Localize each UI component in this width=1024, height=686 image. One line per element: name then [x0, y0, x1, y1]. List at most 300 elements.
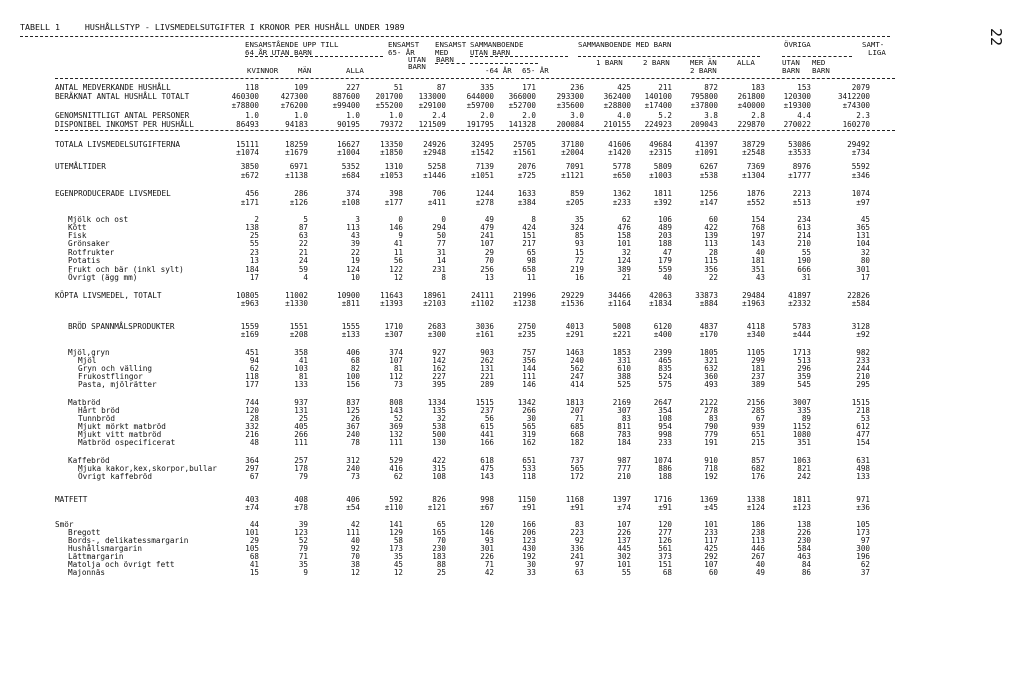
table-cell: 10900 — [337, 291, 360, 300]
table-cell: 16627 — [337, 140, 360, 149]
table-cell: 233 — [658, 438, 672, 447]
table-cell: 29492 — [847, 140, 870, 149]
table-cell: 104 — [856, 239, 870, 248]
table-cell: 262 — [480, 356, 494, 365]
table-cell: 30 — [526, 414, 536, 423]
table-cell: 118 — [245, 372, 259, 381]
table-cell: 561 — [658, 544, 672, 553]
table-cell: ±59700 — [466, 101, 494, 110]
table-cell: 2.0 — [522, 111, 536, 120]
table-cell: ±1679 — [285, 148, 308, 157]
table-cell: 299 — [751, 356, 765, 365]
table-cell: 562 — [570, 364, 584, 373]
table-cell: 203 — [658, 231, 672, 240]
table-cell: 178 — [294, 464, 308, 473]
table-cell: ±37800 — [690, 101, 718, 110]
table-cell: 108 — [658, 414, 672, 423]
row-label: Mjukt mörkt matbröd — [78, 422, 166, 431]
table-cell: 666 — [797, 265, 811, 274]
row-label: ANTAL MEDVERKANDE HUSHÅLL — [55, 83, 171, 92]
table-cell: 374 — [346, 189, 360, 198]
table-cell: 192 — [522, 552, 536, 561]
table-cell: 143 — [389, 406, 403, 415]
summary-divider — [55, 130, 895, 131]
table-cell: 446 — [751, 544, 765, 553]
table-cell: 226 — [617, 528, 631, 537]
table-cell: 395 — [432, 380, 446, 389]
header-subrule — [782, 56, 852, 57]
table-cell: 1342 — [517, 398, 536, 407]
row-label: Majonnäs — [68, 568, 106, 577]
table-cell: 143 — [480, 472, 494, 481]
table-cell: 183 — [751, 83, 765, 92]
table-cell: 24111 — [471, 291, 494, 300]
table-cell: 463 — [797, 552, 811, 561]
table-cell: 133000 — [418, 92, 446, 101]
table-cell: 192 — [704, 472, 718, 481]
row-label: Mjöl,gryn — [68, 348, 110, 357]
table-cell: 887600 — [332, 92, 360, 101]
table-cell: 360 — [704, 372, 718, 381]
table-cell: 200084 — [556, 120, 584, 129]
table-cell: 211 — [658, 83, 672, 92]
column-header: UTAN — [782, 58, 800, 67]
table-cell: 40 — [755, 560, 765, 569]
table-cell: 89 — [801, 414, 811, 423]
table-cell: 217 — [522, 239, 536, 248]
table-cell: 39 — [298, 520, 308, 529]
table-cell: 610 — [617, 364, 631, 373]
table-cell: 131 — [294, 406, 308, 415]
table-cell: 123 — [522, 536, 536, 545]
table-cell: 191795 — [466, 120, 494, 129]
table-cell: 210155 — [603, 120, 631, 129]
table-cell: 356 — [522, 356, 536, 365]
table-cell: 5783 — [792, 322, 811, 331]
table-cell: 744 — [245, 398, 259, 407]
table-cell: 138 — [245, 223, 259, 232]
table-cell: 115 — [704, 256, 718, 265]
table-cell: 529 — [389, 456, 403, 465]
table-cell: 618 — [480, 456, 494, 465]
table-cell: 71 — [484, 560, 494, 569]
table-cell: ±233 — [612, 198, 631, 207]
table-cell: 231 — [432, 265, 446, 274]
table-cell: 1074 — [851, 189, 870, 198]
column-header: 1 BARN — [596, 58, 623, 67]
column-header: BARN — [782, 66, 800, 75]
table-cell: ±1091 — [695, 148, 718, 157]
table-cell: 80 — [860, 256, 870, 265]
table-cell: 141 — [389, 520, 403, 529]
table-cell: 139 — [704, 231, 718, 240]
table-cell: ±170 — [699, 330, 718, 339]
table-cell: 22 — [298, 239, 308, 248]
table-cell: 808 — [389, 398, 403, 407]
table-cell: 73 — [393, 380, 403, 389]
table-cell: 14 — [436, 256, 446, 265]
table-cell: 1.0 — [245, 111, 259, 120]
row-label: EGENPRODUCERADE LIVSMEDEL — [55, 189, 171, 198]
table-cell: 24926 — [423, 140, 446, 149]
table-cell: 2.3 — [856, 111, 870, 120]
row-label: Bregott — [68, 528, 101, 537]
table-cell: ±1121 — [561, 171, 584, 180]
column-header: 2 BARN — [643, 58, 670, 67]
table-cell: 332 — [245, 422, 259, 431]
table-cell: 107 — [480, 239, 494, 248]
table-cell: 49 — [484, 215, 494, 224]
table-cell: 113 — [751, 536, 765, 545]
table-cell: 101 — [704, 520, 718, 529]
table-cell: 188 — [658, 239, 672, 248]
table-cell: ±884 — [699, 299, 718, 308]
table-cell: 234 — [797, 215, 811, 224]
table-cell: ±650 — [612, 171, 631, 180]
table-cell: 18259 — [285, 140, 308, 149]
header-subrule — [470, 63, 538, 64]
table-cell: 319 — [522, 430, 536, 439]
table-cell: ±54 — [346, 503, 360, 512]
table-cell: 1338 — [746, 495, 765, 504]
table-cell: 35 — [393, 552, 403, 561]
table-cell: ±725 — [517, 171, 536, 180]
row-label: Tunnbröd — [78, 414, 116, 423]
column-header: 65- ÅR — [388, 48, 415, 57]
table-cell: ±1850 — [380, 148, 403, 157]
header-divider — [55, 78, 895, 79]
column-header: SAMMANBOENDE — [470, 40, 524, 49]
table-cell: 545 — [797, 380, 811, 389]
table-cell: 1.0 — [294, 111, 308, 120]
table-cell: 17 — [249, 273, 259, 282]
table-cell: ±2103 — [423, 299, 446, 308]
table-cell: 12 — [393, 273, 403, 282]
table-cell: 43 — [350, 231, 360, 240]
table-cell: 26 — [350, 414, 360, 423]
table-cell: ±307 — [384, 330, 403, 339]
column-header: UTAN BARN — [470, 48, 511, 57]
table-cell: 35 — [298, 560, 308, 569]
table-cell: 7091 — [565, 162, 584, 171]
table-cell: ±221 — [612, 330, 631, 339]
table-cell: ±208 — [289, 330, 308, 339]
table-cell: 32 — [860, 248, 870, 257]
table-cell: 41 — [249, 560, 259, 569]
row-label: Övrigt (ägg mm) — [68, 273, 138, 282]
table-cell: 133 — [294, 380, 308, 389]
table-cell: 307 — [617, 406, 631, 415]
table-cell: 172 — [570, 472, 584, 481]
table-cell: ±1074 — [236, 148, 259, 157]
table-cell: 998 — [480, 495, 494, 504]
table-cell: 668 — [570, 430, 584, 439]
table-cell: 8 — [441, 273, 446, 282]
table-cell: 106 — [658, 215, 672, 224]
table-cell: ±963 — [240, 299, 259, 308]
table-cell: 137 — [617, 536, 631, 545]
table-cell: 493 — [704, 380, 718, 389]
table-cell: 70 — [436, 536, 446, 545]
table-cell: ±1003 — [649, 171, 672, 180]
table-cell: 197 — [751, 231, 765, 240]
table-cell: 111 — [346, 528, 360, 537]
table-cell: ±340 — [746, 330, 765, 339]
table-cell: 9 — [303, 568, 308, 577]
row-label: Hårt bröd — [78, 406, 120, 415]
table-cell: 118 — [522, 472, 536, 481]
table-cell: 229870 — [737, 120, 765, 129]
column-header: 64 ÅR UTAN BARN — [245, 48, 312, 57]
table-cell: 294 — [432, 223, 446, 232]
table-cell: 120 — [480, 520, 494, 529]
table-cell: ±384 — [517, 198, 536, 207]
table-cell: 631 — [856, 456, 870, 465]
table-cell: 937 — [294, 398, 308, 407]
table-cell: 241 — [480, 231, 494, 240]
table-cell: ±672 — [240, 171, 259, 180]
table-cell: ±1446 — [423, 171, 446, 180]
table-cell: 173 — [856, 528, 870, 537]
table-cell: ±291 — [565, 330, 584, 339]
column-header: ALLA — [346, 66, 364, 75]
table-cell: 41897 — [788, 291, 811, 300]
table-cell: 181 — [751, 364, 765, 373]
table-cell: 156 — [346, 380, 360, 389]
table-cell: 40 — [662, 273, 672, 282]
table-cell: 151 — [522, 231, 536, 240]
table-cell: 2122 — [699, 398, 718, 407]
table-cell: 1713 — [792, 348, 811, 357]
table-cell: 790 — [704, 422, 718, 431]
table-cell: 5258 — [427, 162, 446, 171]
table-cell: 777 — [617, 464, 631, 473]
table-cell: ±552 — [746, 198, 765, 207]
table-cell: ±78 — [294, 503, 308, 512]
table-cell: 32 — [621, 248, 631, 257]
table-cell: 179 — [658, 256, 672, 265]
table-cell: 2213 — [792, 189, 811, 198]
table-cell: 632 — [704, 364, 718, 373]
table-cell: 513 — [797, 356, 811, 365]
table-cell: 414 — [570, 380, 584, 389]
table-cell: 3128 — [851, 322, 870, 331]
column-header: MED — [435, 48, 449, 57]
table-cell: 2683 — [427, 322, 446, 331]
table-cell: 162 — [432, 364, 446, 373]
table-cell: 4837 — [699, 322, 718, 331]
table-cell: 92 — [574, 536, 584, 545]
table-cell: 5809 — [653, 162, 672, 171]
table-cell: 559 — [658, 265, 672, 274]
table-cell: ±1393 — [380, 299, 403, 308]
table-cell: ±74 — [245, 503, 259, 512]
table-cell: 120 — [658, 520, 672, 529]
header-subrule — [245, 56, 383, 57]
table-cell: 575 — [658, 380, 672, 389]
table-cell: 1853 — [612, 348, 631, 357]
table-cell: 49 — [755, 568, 765, 577]
table-cell: 2169 — [612, 398, 631, 407]
column-header: UTAN — [408, 55, 426, 64]
table-cell: 475 — [480, 464, 494, 473]
table-cell: 49684 — [649, 140, 672, 149]
table-cell: 171 — [522, 83, 536, 92]
table-cell: ±1238 — [513, 299, 536, 308]
table-cell: 422 — [432, 456, 446, 465]
table-cell: 261800 — [737, 92, 765, 101]
table-cell: 37180 — [561, 140, 584, 149]
table-cell: 837 — [346, 398, 360, 407]
table-cell: 21 — [298, 248, 308, 257]
table-cell: 65 — [436, 520, 446, 529]
table-cell: 93 — [574, 239, 584, 248]
table-cell: 107 — [617, 520, 631, 529]
table-cell: 117 — [704, 536, 718, 545]
table-cell: 301 — [856, 265, 870, 274]
table-cell: 33873 — [695, 291, 718, 300]
table-cell: 15 — [249, 568, 259, 577]
table-cell: 71 — [298, 552, 308, 561]
table-cell: 97 — [574, 560, 584, 569]
table-cell: ±74300 — [842, 101, 870, 110]
column-header: BARN — [812, 66, 830, 75]
table-cell: 369 — [389, 422, 403, 431]
table-cell: 244 — [856, 364, 870, 373]
table-cell: 10 — [350, 273, 360, 282]
table-cell: 5778 — [612, 162, 631, 171]
table-cell: 78 — [350, 438, 360, 447]
table-cell: 533 — [522, 464, 536, 473]
table-cell: 811 — [617, 422, 631, 431]
table-cell: ±1420 — [608, 148, 631, 157]
table-cell: 1805 — [699, 348, 718, 357]
table-cell: 215 — [751, 438, 765, 447]
table-cell: 1150 — [517, 495, 536, 504]
table-cell: 60 — [708, 215, 718, 224]
table-cell: 118 — [245, 83, 259, 92]
table-cell: 286 — [294, 189, 308, 198]
table-cell: 28 — [249, 414, 259, 423]
table-cell: 456 — [245, 189, 259, 198]
table-cell: 81 — [393, 364, 403, 373]
table-cell: 4118 — [746, 322, 765, 331]
table-cell: 101 — [617, 560, 631, 569]
row-label: Matolja och övrigt fett — [68, 560, 175, 569]
table-cell: 592 — [389, 495, 403, 504]
table-cell: 315 — [432, 464, 446, 473]
table-cell: 1369 — [699, 495, 718, 504]
table-cell: 7139 — [475, 162, 494, 171]
column-header: ENSAMST — [388, 40, 420, 49]
table-cell: ±177 — [384, 198, 403, 207]
table-cell: 685 — [570, 422, 584, 431]
table-cell: 23 — [249, 248, 259, 257]
table-cell: 210 — [617, 472, 631, 481]
table-title: TABELL 1 HUSHÅLLSTYP - LIVSMEDELSUTGIFTER I KRONOR PER HUSHÅLL UNDER 1989 — [20, 22, 405, 32]
table-cell: 41 — [393, 239, 403, 248]
table-cell: 1080 — [792, 430, 811, 439]
table-cell: 97 — [860, 536, 870, 545]
table-cell: 25 — [436, 568, 446, 577]
table-cell: ±19300 — [783, 101, 811, 110]
table-cell: 13350 — [380, 140, 403, 149]
row-label: Rotfrukter — [68, 248, 115, 257]
table-cell: 71 — [574, 414, 584, 423]
table-cell: 173 — [389, 544, 403, 553]
table-cell: ±91 — [658, 503, 672, 512]
table-cell: 12 — [350, 568, 360, 577]
table-cell: 460300 — [231, 92, 259, 101]
table-cell: 9 — [398, 231, 403, 240]
table-cell: 1559 — [240, 322, 259, 331]
table-cell: 6267 — [699, 162, 718, 171]
table-cell: 15 — [574, 248, 584, 257]
table-cell: 826 — [432, 495, 446, 504]
row-label: Frukt och bär (inkl sylt) — [68, 265, 184, 274]
table-cell: 206 — [522, 528, 536, 537]
table-cell: 126 — [658, 536, 672, 545]
table-cell: 224923 — [644, 120, 672, 129]
table-cell: 227 — [346, 83, 360, 92]
column-header: ENSAMSTÅENDE UPP TILL — [245, 40, 339, 49]
table-cell: 1152 — [792, 422, 811, 431]
row-label: Fisk — [68, 231, 87, 240]
table-cell: 408 — [294, 495, 308, 504]
table-cell: 31 — [436, 248, 446, 257]
table-cell: 998 — [658, 430, 672, 439]
table-cell: 166 — [522, 520, 536, 529]
table-cell: 2.4 — [432, 111, 446, 120]
table-cell: ±92 — [856, 330, 870, 339]
table-cell: 266 — [522, 406, 536, 415]
table-cell: 0 — [398, 215, 403, 224]
table-cell: ±1834 — [649, 299, 672, 308]
table-cell: 166 — [480, 438, 494, 447]
table-cell: 651 — [522, 456, 536, 465]
row-label: KÖPTA LIVSMEDEL, TOTALT — [55, 291, 162, 300]
table-cell: 398 — [389, 189, 403, 198]
table-cell: 403 — [245, 495, 259, 504]
table-cell: 565 — [522, 422, 536, 431]
table-cell: 706 — [432, 189, 446, 198]
table-cell: 113 — [704, 239, 718, 248]
table-cell: 51 — [393, 83, 403, 92]
table-cell: ±126 — [289, 198, 308, 207]
table-cell: 45 — [393, 560, 403, 569]
table-cell: 18961 — [423, 291, 446, 300]
table-cell: 101 — [617, 239, 631, 248]
table-cell: 373 — [658, 552, 672, 561]
table-cell: 4.0 — [617, 111, 631, 120]
table-cell: 682 — [751, 464, 765, 473]
table-cell: 83 — [621, 414, 631, 423]
table-cell: 22 — [350, 248, 360, 257]
table-cell: 21 — [621, 273, 631, 282]
table-cell: 226 — [797, 528, 811, 537]
table-cell: ±1004 — [337, 148, 360, 157]
table-cell: 2750 — [517, 322, 536, 331]
table-cell: 77 — [436, 239, 446, 248]
table-cell: 477 — [856, 430, 870, 439]
table-cell: 366000 — [508, 92, 536, 101]
table-cell: 62 — [860, 560, 870, 569]
table-cell: 181 — [751, 256, 765, 265]
table-cell: 184 — [245, 265, 259, 274]
table-cell: ±67 — [480, 503, 494, 512]
table-cell: 48 — [249, 438, 259, 447]
table-cell: 5352 — [341, 162, 360, 171]
